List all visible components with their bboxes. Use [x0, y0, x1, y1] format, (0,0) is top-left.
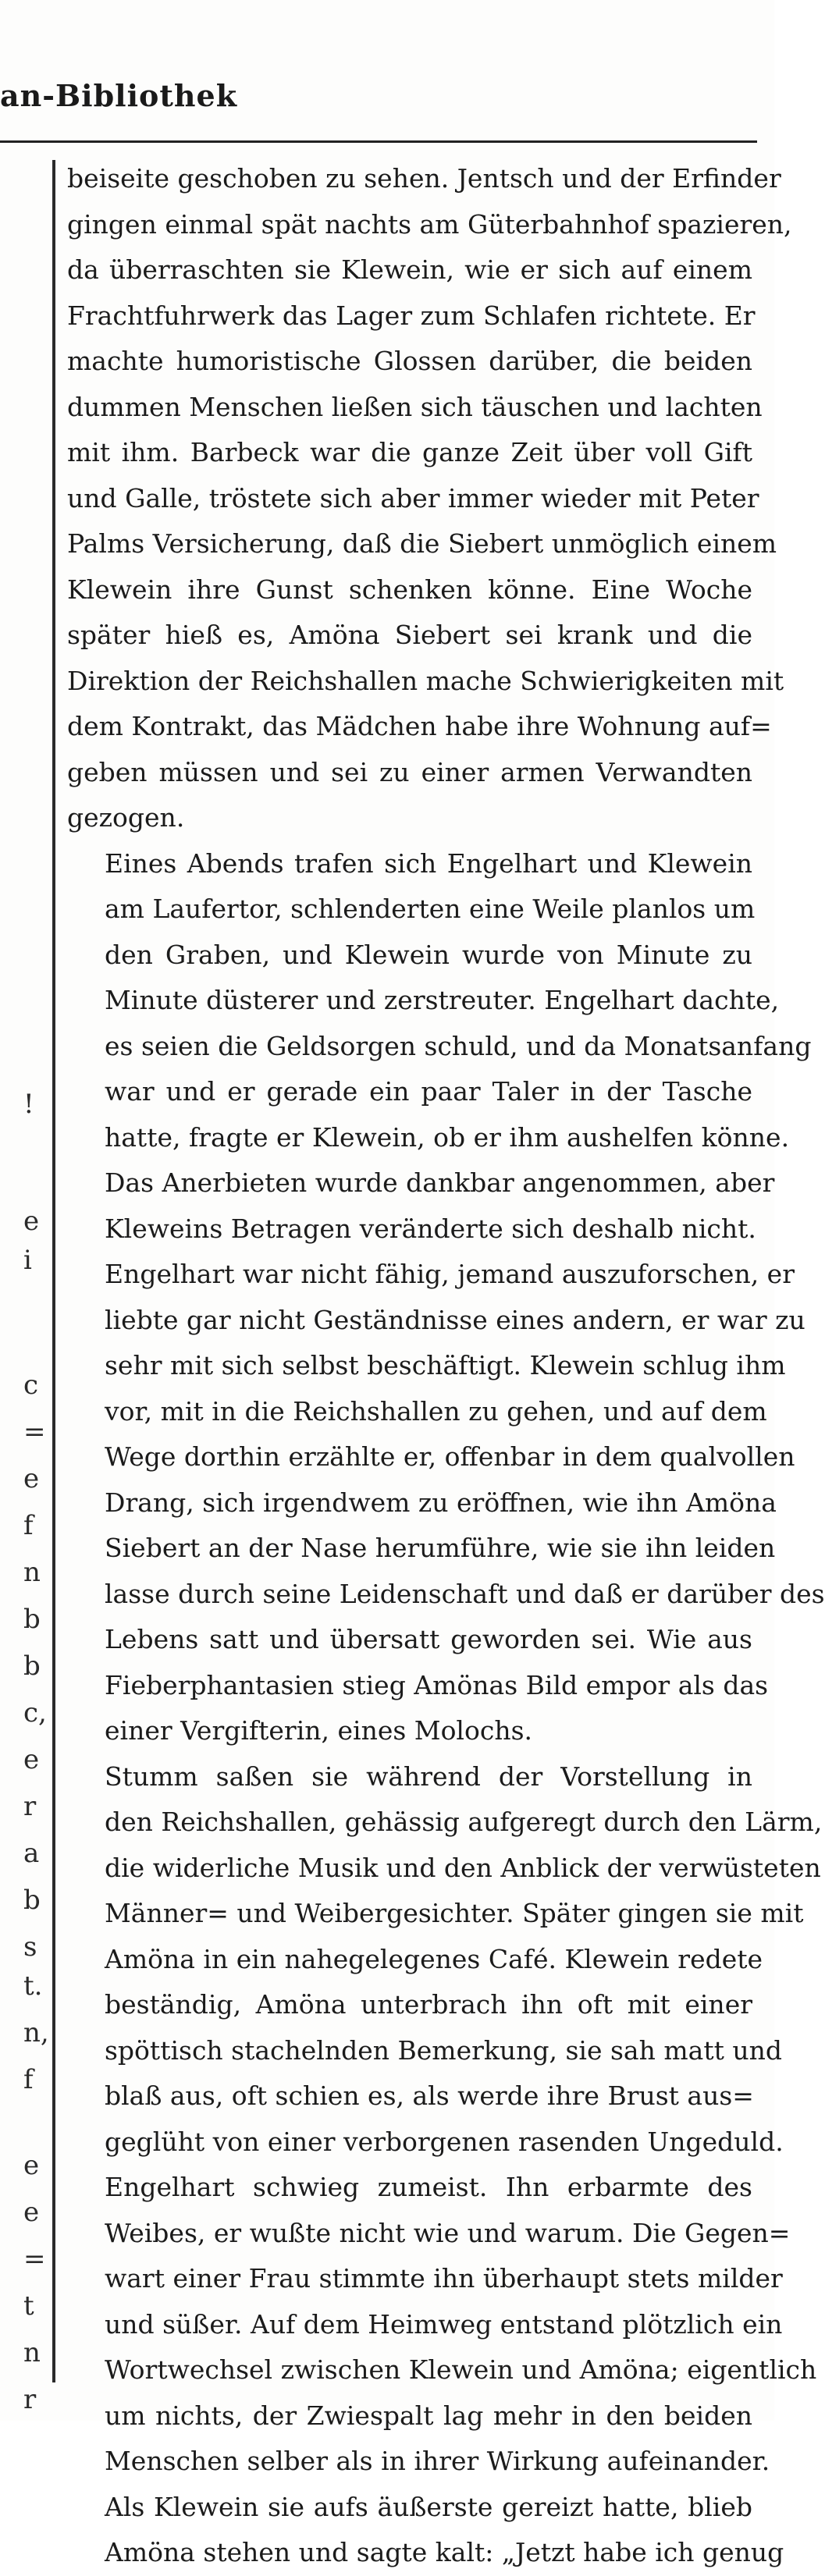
text-line: mit ihm. Barbeck war die ganze Zeit über voll Gift — [67, 437, 752, 467]
text-line: am Laufertor, schlenderten eine Weile planlos um — [105, 894, 756, 924]
text-line: den Reichshallen, gehässig aufgeregt durch den Lärm, — [105, 1807, 823, 1837]
text-line: Amöna stehen und sagte kalt: „Jetzt habe ich genug — [105, 2537, 784, 2567]
text-line: Als Klewein sie aufs äußerste gereizt hatte, blieb — [105, 2491, 752, 2522]
paragraph — [67, 2165, 817, 2576]
text-line: spöttisch stachelnden Bemerkung, sie sah matt und — [105, 2034, 782, 2066]
left-column-fragments — [0, 0, 47, 2421]
text-line: später hieß es, Amöna Siebert sei krank und die — [67, 620, 752, 650]
text-line: es seien die Geldsorgen schuld, und da Monatsanfang — [105, 1030, 812, 1061]
text-line: einer Vergifterin, eines Molochs. — [105, 1715, 533, 1746]
text-line: Kleweins Betragen veränderte sich deshalb nicht. — [105, 1213, 756, 1244]
header-rule — [0, 140, 757, 143]
text-line: blaß aus, oft schien es, als werde ihre Brust aus= — [105, 2080, 754, 2111]
cropped-text-fragment: i — [23, 1245, 32, 1276]
text-line: den Graben, und Klewein wurde von Minute zu — [105, 939, 752, 970]
paragraph — [67, 1754, 823, 2166]
cropped-text-fragment: ! — [23, 1089, 34, 1120]
cropped-text-fragment: e — [23, 1206, 40, 1237]
cropped-text-fragment: e — [23, 1744, 40, 1775]
cropped-text-fragment: f — [23, 1510, 34, 1541]
text-line: gezogen. — [67, 802, 185, 833]
header-title: an-Bibliothek — [0, 78, 238, 113]
running-header — [0, 72, 774, 119]
cropped-text-fragment: b — [23, 1604, 41, 1635]
text-line: Das Anerbieten wurde dankbar angenommen, aber — [105, 1167, 775, 1198]
cropped-text-fragment: e — [23, 2150, 40, 2181]
text-line: Fieberphantasien stieg Amönas Bild empor als das — [105, 1669, 769, 1700]
text-line: Stumm saßen sie während der Vorstellung in — [105, 1761, 752, 1792]
text-line: Siebert an der Nase herumführe, wie sie ihn leiden — [105, 1533, 776, 1563]
text-line: und Galle, tröstete sich aber immer wieder mit Peter — [67, 482, 759, 513]
cropped-text-fragment: s — [23, 1931, 37, 1963]
text-line: Minute düsterer und zerstreuter. Engelhart dachte, — [105, 985, 780, 1015]
main-text-column — [67, 156, 825, 2576]
cropped-text-fragment: b — [23, 1650, 41, 1682]
text-line: sehr mit sich selbst beschäftigt. Klewein schlug ihm — [105, 1350, 786, 1380]
text-line: Engelhart schwieg zumeist. Ihn erbarmte des — [105, 2172, 752, 2202]
text-line: Frachtfuhrwerk das Lager zum Schlafen richtete. Er — [67, 300, 756, 331]
text-line: Palms Versicherung, daß die Siebert unmöglich einem — [67, 528, 777, 559]
text-line: liebte gar nicht Geständnisse eines andern, er war zu — [105, 1304, 805, 1335]
text-line: die widerliche Musik und den Anblick der verwüsteten — [105, 1852, 821, 1883]
text-line: gingen einmal spät nachts am Güterbahnhof spazieren, — [67, 208, 792, 240]
text-line: da überraschten sie Klewein, wie er sich auf einem — [67, 254, 752, 285]
text-line: wart einer Frau stimmte ihn überhaupt stets milder — [105, 2263, 783, 2294]
text-line: Eines Abends trafen sich Engelhart und Klewein — [105, 847, 752, 879]
text-line: Drang, sich irgendwem zu eröffnen, wie ihn Amöna — [105, 1487, 777, 1518]
text-line: um nichts, der Zwiespalt lag mehr in den beiden — [105, 2400, 752, 2431]
cropped-text-fragment: r — [23, 2384, 37, 2415]
cropped-text-fragment: c — [23, 1370, 39, 1401]
text-line: war und er gerade ein paar Taler in der Tasche — [105, 1076, 752, 1107]
cropped-text-fragment: e — [23, 2197, 40, 2228]
text-line: und süßer. Auf dem Heimweg entstand plötzlich ein — [105, 2308, 783, 2340]
text-line: Menschen selber als in ihrer Wirkung aufeinander. — [105, 2446, 770, 2476]
cropped-text-fragment: n — [23, 2337, 41, 2368]
text-line: geben müssen und sei zu einer armen Verwandten — [67, 756, 752, 787]
text-line: beiseite geschoben zu sehen. Jentsch und der Erfinder — [67, 163, 781, 194]
text-line: machte humoristische Glossen darüber, die beiden — [67, 346, 752, 376]
text-line: Weibes, er wußte nicht wie und warum. Die Gegen= — [105, 2217, 791, 2248]
cropped-text-fragment: c, — [23, 1697, 47, 1729]
text-line: lasse durch seine Leidenschaft und daß er darüber des — [105, 1578, 825, 1609]
cropped-text-fragment: = — [23, 1416, 46, 1448]
cropped-text-fragment: r — [23, 1791, 37, 1822]
column-divider — [52, 160, 55, 2382]
text-line: Männer= und Weibergesichter. Später gingen sie mit — [105, 1898, 804, 1928]
text-line: hatte, fragte er Klewein, ob er ihm aushelfen könne. — [105, 1121, 790, 1153]
text-line: geglüht von einer verborgenen rasenden Ungeduld. — [105, 2126, 784, 2157]
text-line: Klewein ihre Gunst schenken könne. Eine Woche — [67, 574, 752, 605]
cropped-text-fragment: n — [23, 1557, 41, 1588]
text-line: Engelhart war nicht fähig, jemand auszuforschen, er — [105, 1259, 795, 1289]
text-line: Amöna in ein nahegelegenes Café. Klewein redete — [105, 1943, 763, 1974]
paragraph — [67, 841, 825, 1754]
cropped-text-fragment: t. — [23, 1970, 43, 2002]
text-line: Lebens satt und übersatt geworden sei. Wie aus — [105, 1624, 752, 1654]
cropped-text-fragment: e — [23, 1463, 40, 1494]
text-line: Wege dorthin erzählte er, offenbar in dem qualvollen — [105, 1441, 795, 1472]
cropped-text-fragment: f — [23, 2064, 34, 2095]
text-line: Wortwechsel zwischen Klewein und Amöna; eigentlich — [105, 2354, 817, 2385]
cropped-text-fragment: = — [23, 2244, 46, 2275]
cropped-text-fragment: n, — [23, 2017, 49, 2048]
text-line: vor, mit in die Reichshallen zu gehen, und auf dem — [105, 1395, 767, 1427]
text-line: Direktion der Reichshallen mache Schwierigkeiten mit — [67, 665, 784, 696]
cropped-text-fragment: b — [23, 1885, 41, 1916]
cropped-text-fragment: a — [23, 1838, 40, 1869]
text-line: dummen Menschen ließen sich täuschen und lachten — [67, 391, 763, 422]
text-line: dem Kontrakt, das Mädchen habe ihre Wohnung auf= — [67, 711, 772, 741]
text-line: beständig, Amöna unterbrach ihn oft mit einer — [105, 1989, 752, 2020]
paragraph — [67, 156, 792, 841]
cropped-text-fragment: t — [23, 2290, 34, 2322]
